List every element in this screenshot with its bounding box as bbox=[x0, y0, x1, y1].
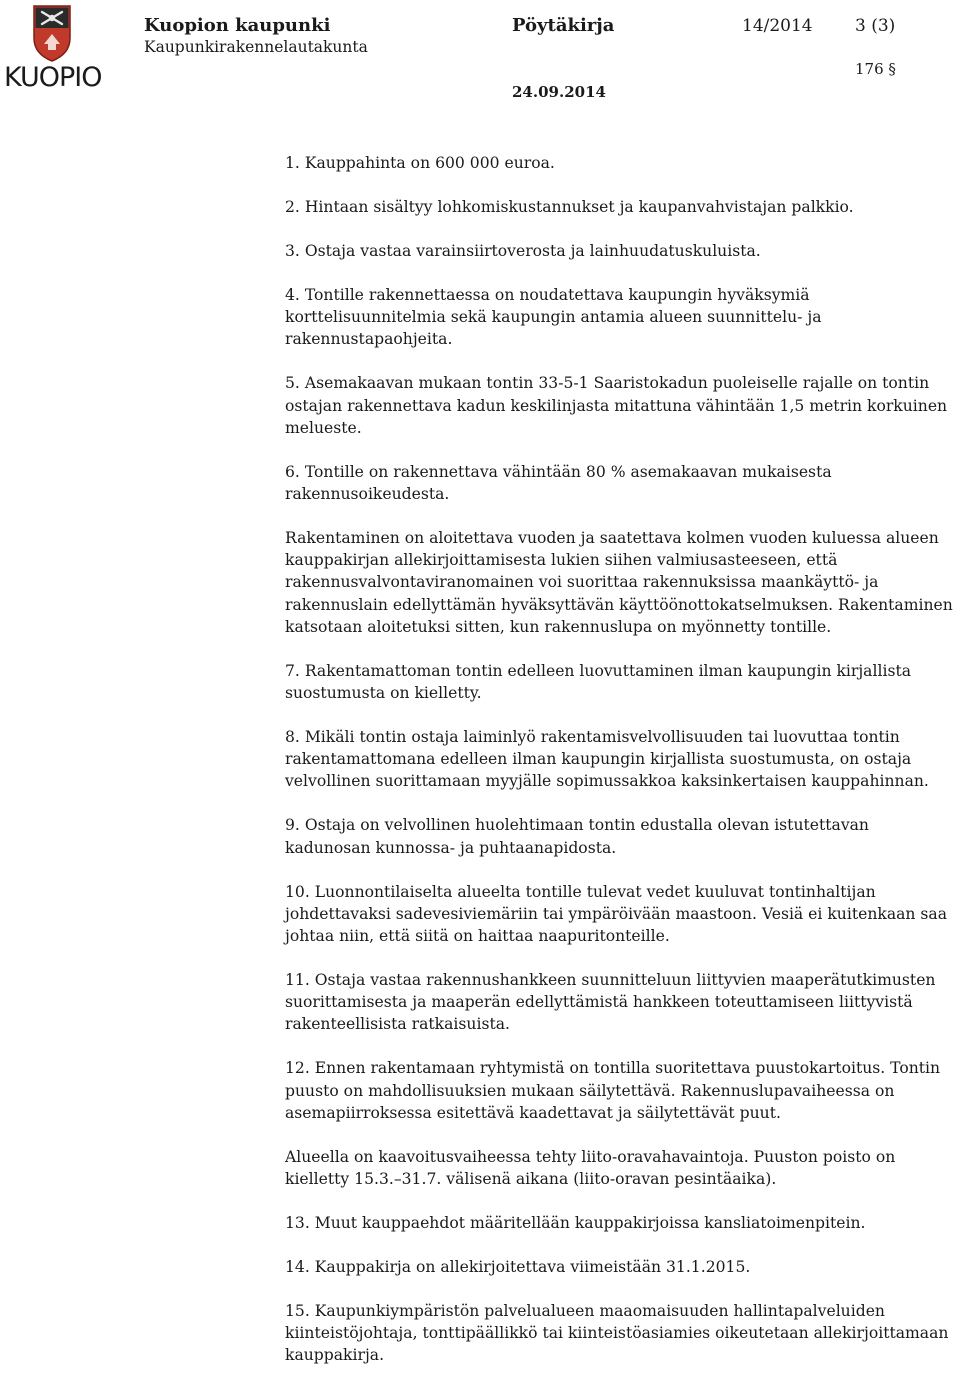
paragraph-3: 3. Ostaja vastaa varainsiirtoverosta ja lainhuudatuskuluista. bbox=[285, 242, 761, 260]
document-type: Pöytäkirja bbox=[512, 15, 615, 36]
page-number: 3 (3) bbox=[855, 16, 896, 36]
paragraph-8: 8. Mikäli tontin ostaja laiminlyö rakentamisvelvollisuuden tai luovuttaa tontin rakentamattomana edelleen ilman kaupungin kirjallista suostumusta, on ostaja velvollinen suorittamaan myyjälle sopimussakkoa kaksinkertaisen kauppahinnan. bbox=[285, 728, 929, 791]
paragraph-5: 5. Asemakaavan mukaan tontin 33-5-1 Saaristokadun puoleiselle rajalle on tontin ostajan rakennettava kadun keskilinjasta mitattuna vähintään 1,5 metrin korkuinen melueste. bbox=[285, 374, 948, 437]
paragraph-15: 15. Kaupunkiympäristön palvelualueen maaomaisuuden hallintapalveluiden kiinteistöjohtaja, tonttipäällikkö tai kiinteistöasiamies oikeutetaan allekirjoittamaan kauppakirja. bbox=[285, 1302, 949, 1365]
logo-wordmark: KUOPIO bbox=[4, 62, 102, 93]
paragraph-flying-squirrel: Alueella on kaavoitusvaiheessa tehty liito-oravahavaintoja. Puuston poisto on kielletty 15.3.–31.7. välisenä aikana (liito-oravan pesintäaika). bbox=[285, 1147, 896, 1189]
paragraph-9: 9. Ostaja on velvollinen huolehtimaan tontin edustalla olevan istutettavan kadunosan kunnossa- ja puhtaanapidosta. bbox=[285, 816, 869, 857]
paragraph-1: 1. Kauppahinta on 600 000 euroa. bbox=[285, 154, 555, 172]
organization-name: Kuopion kaupunki bbox=[144, 15, 331, 36]
department-name: Kaupunkirakennelautakunta bbox=[144, 38, 368, 56]
paragraph-11: 11. Ostaja vastaa rakennushankkeen suunnitteluun liittyvien maaperätutkimusten suorittamisesta ja maaperän edellyttämistä hankkeen toteuttamiseen liittyvistä rakenteellisista ratkaisuista. bbox=[285, 971, 936, 1034]
kuopio-logo bbox=[4, 4, 100, 96]
section-number: 176 § bbox=[855, 60, 896, 78]
paragraph-10: 10. Luonnontilaiselta alueelta tontille tulevat vedet kuuluvat tontinhaltijan johdettavaksi sadevesiviemäriin tai ympäröivään maastoon. Vesiä ei kuitenkaan saa johtaa niin, että siitä on haittaa naapuritonteille. bbox=[285, 882, 948, 946]
paragraph-14: 14. Kauppakirja on allekirjoitettava viimeistään 31.1.2015. bbox=[285, 1258, 751, 1277]
paragraph-6: 6. Tontille on rakennettava vähintään 80 % asemakaavan mukaisesta rakennusoikeudesta. bbox=[285, 462, 832, 504]
coat-of-arms-icon bbox=[4, 4, 100, 64]
paragraph-7: 7. Rakentamattoman tontin edelleen luovuttaminen ilman kaupungin kirjallista suostumusta on kielletty. bbox=[285, 661, 912, 703]
page-header bbox=[0, 0, 960, 110]
meeting-date: 24.09.2014 bbox=[512, 83, 606, 101]
paragraph-4: 4. Tontille rakennettaessa on noudatettava kaupungin hyväksymiä korttelisuunnitelmia sekä kaupungin antamia alueen suunnittelu- ja rakennustapaohjeita. bbox=[285, 286, 822, 349]
paragraph-2: 2. Hintaan sisältyy lohkomiskustannukset ja kaupanvahvistajan palkkio. bbox=[285, 198, 854, 216]
document-number: 14/2014 bbox=[742, 16, 813, 36]
paragraph-13: 13. Muut kauppaehdot määritellään kauppakirjoissa kansliatoimenpitein. bbox=[285, 1214, 866, 1233]
paragraph-12: 12. Ennen rakentamaan ryhtymistä on tontilla suoritettava puustokartoitus. Tontin puusto on mahdollisuuksien mukaan säilytettävä. Rakennuslupavaiheessa on asemapiirroksessa esitettävä kaadettavat ja säilytettävät puut. bbox=[285, 1059, 941, 1122]
paragraph-construction: Rakentaminen on aloitettava vuoden ja saatettava kolmen vuoden kuluessa alueen kauppakirjan allekirjoittamisesta lukien siihen valmiusasteeseen, että rakennusvalvontaviranomainen voi suorittaa rakennuksissa maankäyttö- ja rakennuslain edellyttämän hyväksyttävän käyttöönottokatselmuksen. Rakentaminen katsotaan aloitetuksi sitten, kun rakennuslupa on myönnetty tontille. bbox=[285, 529, 953, 636]
document-body bbox=[285, 152, 955, 1388]
